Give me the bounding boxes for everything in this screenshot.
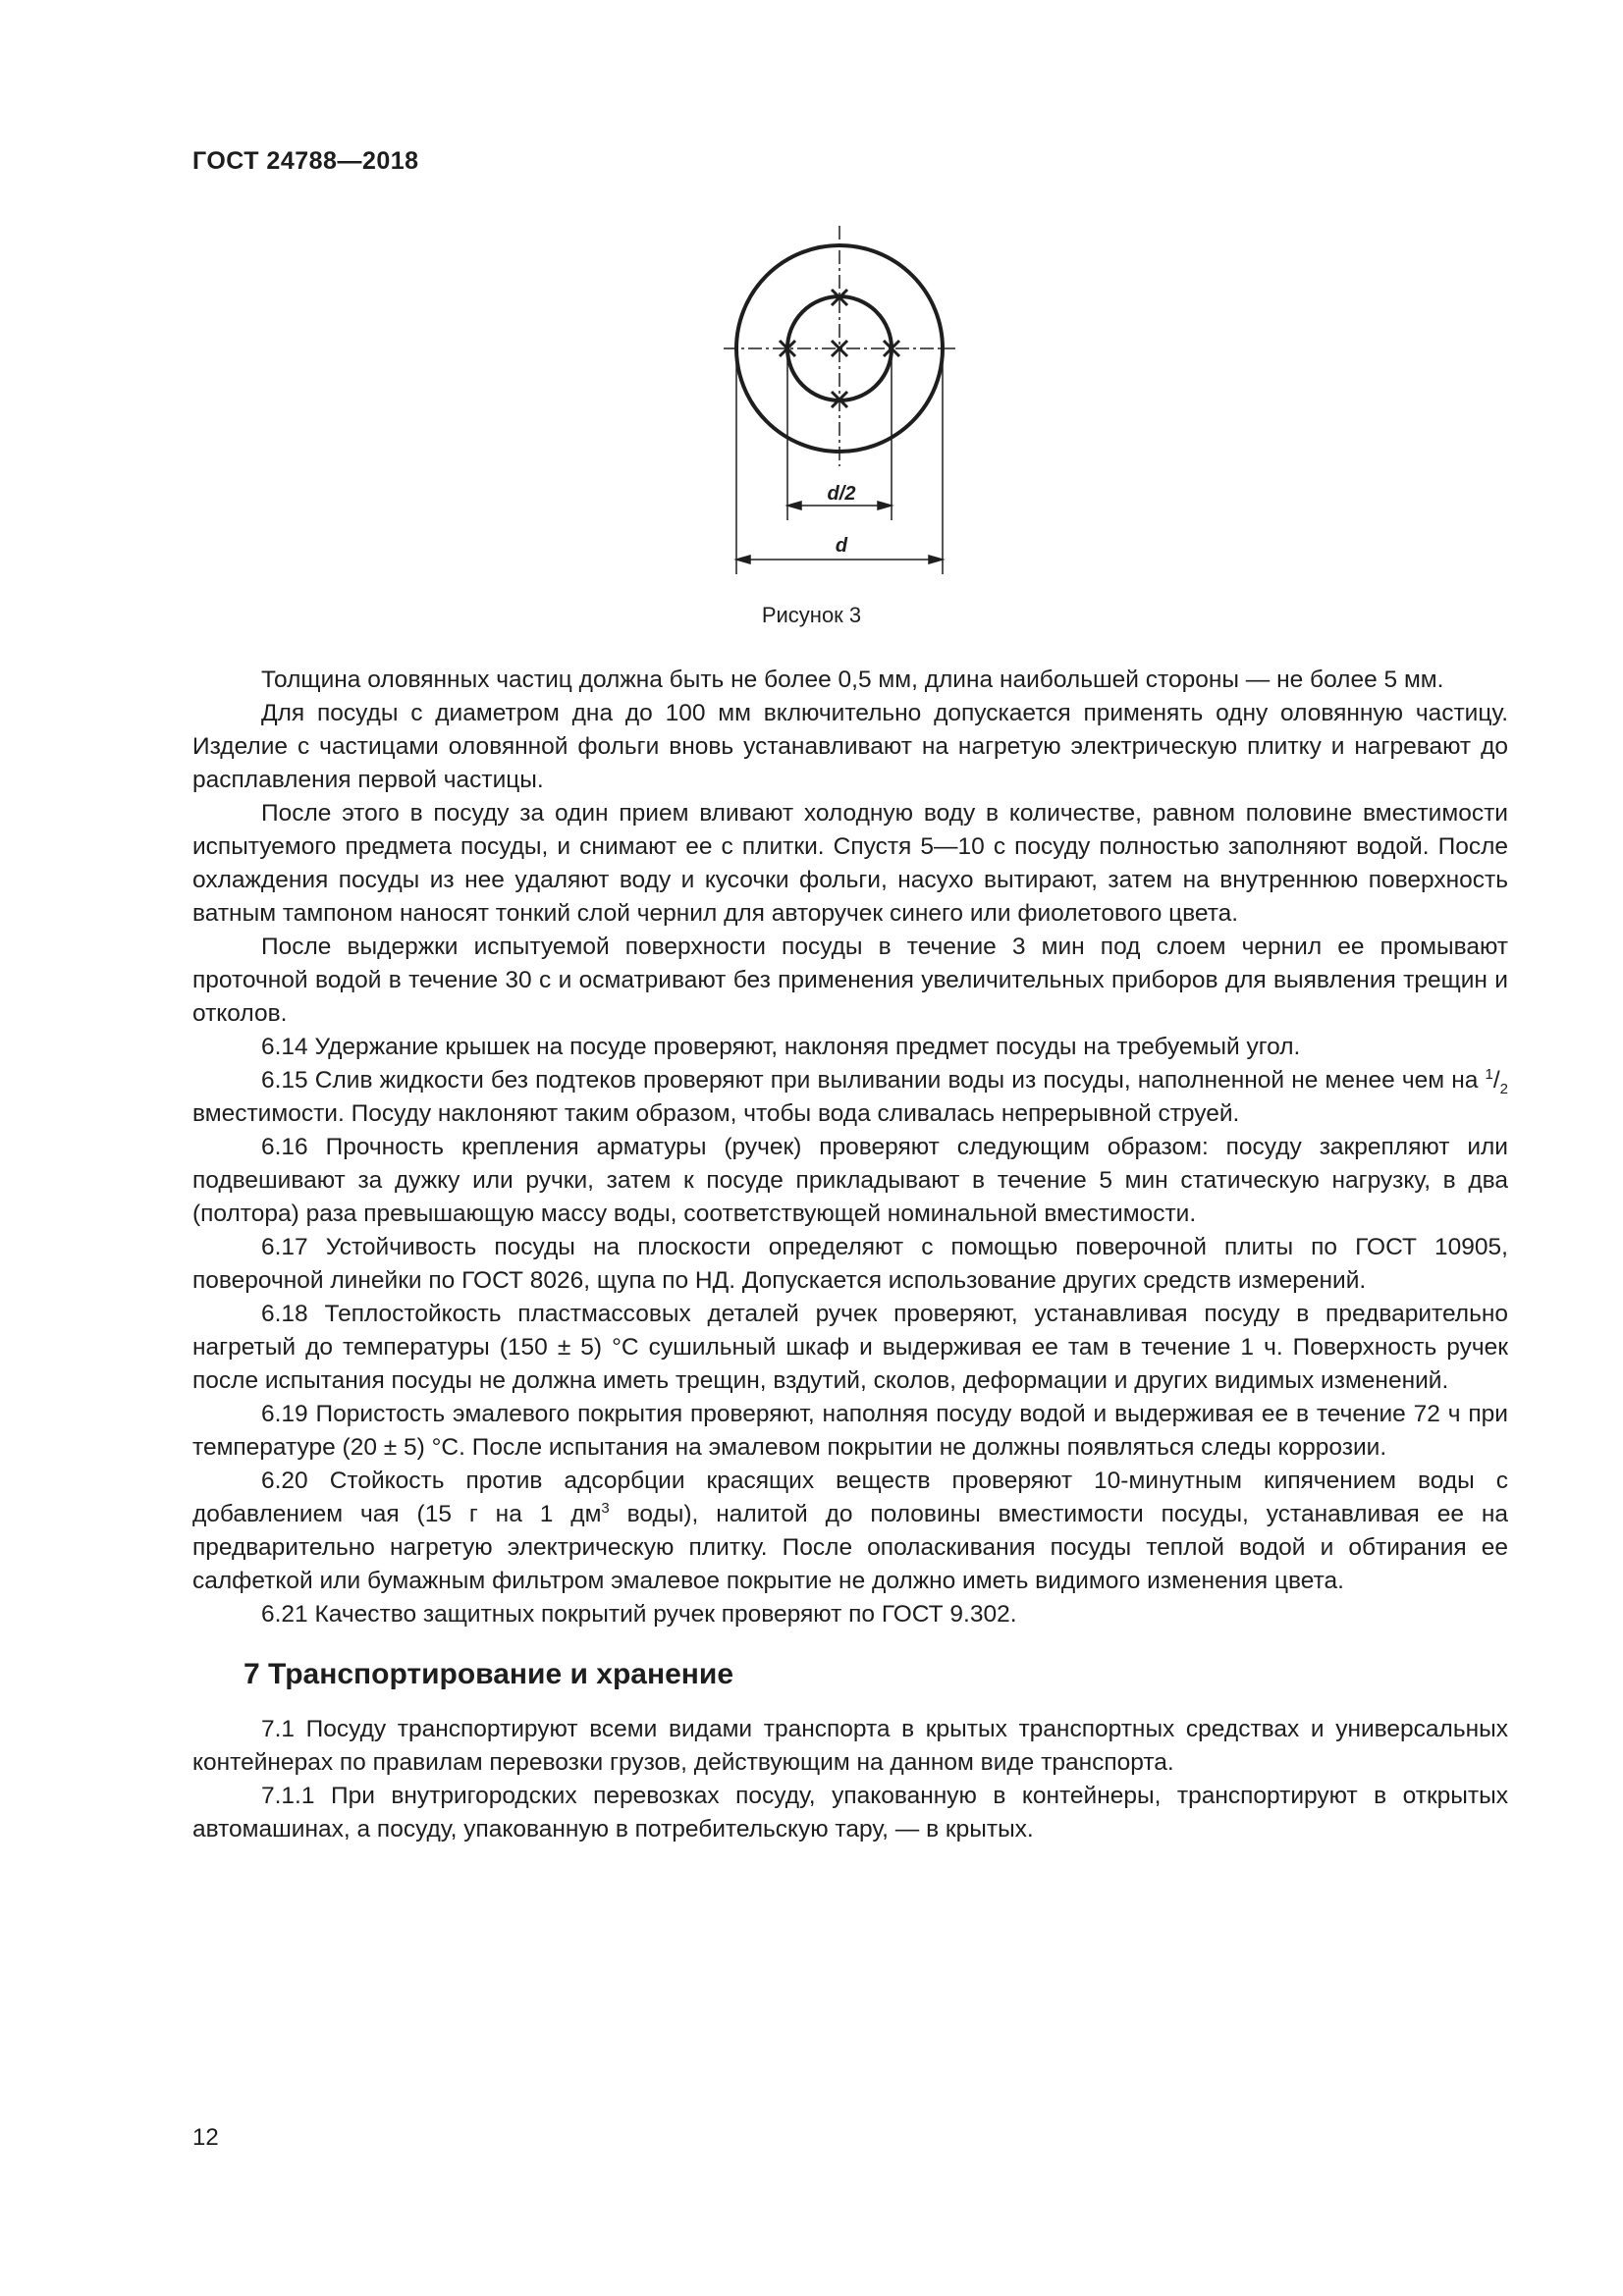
document-header: ГОСТ 24788—2018 bbox=[192, 147, 419, 175]
arrow-full-right bbox=[929, 556, 943, 563]
superscript-3: 3 bbox=[601, 1499, 610, 1517]
paragraph-cold-water: После этого в посуду за один прием вливают холодную воду в количестве, равном половине вместимости испытуемого предмета посуды, и снимают ее с плитки. Спустя 5—10 с посуду полностью заполняют водой. После охлаждения посуды из нее удаляют воду и кусочки фольги, насухо вытирают, затем на внутреннюю поверхность ватным тампоном наносят тонкий слой чернил для авторучек синего или фиолетового цвета. bbox=[192, 800, 1508, 927]
paragraph-tin-thickness: Толщина оловянных частиц должна быть не более 0,5 мм, длина наибольшей стороны — не более 5 мм. bbox=[261, 667, 1444, 693]
fraction-denominator: 2 bbox=[1499, 1080, 1508, 1097]
paragraph-small-diameter: Для посуды с диаметром дна до 100 мм включительно допускается применять одну оловянную частицу. Изделие с частицами оловянной фольги вновь устанавливают на нагретую электрическую плитку и нагревают до расплавления первой частицы. bbox=[192, 700, 1508, 793]
fraction-numerator: 1 bbox=[1485, 1065, 1493, 1083]
clause-6-19: 6.19 Пористость эмалевого покрытия проверяют, наполняя посуду водой и выдерживая ее в течение 72 ч при температуре (20 ± 5) °С. После испытания на эмалевом покрытии не должны появляться следы коррозии. bbox=[192, 1401, 1508, 1461]
section-7-heading: 7 Транспортирование и хранение bbox=[243, 1658, 734, 1690]
figure-3-diagram bbox=[722, 221, 972, 574]
fraction-slash: / bbox=[1492, 1067, 1500, 1094]
arrow-full-left bbox=[736, 556, 750, 563]
figure-caption: Рисунок 3 bbox=[761, 603, 862, 627]
clause-6-18: 6.18 Теплостойкость пластмассовых деталей ручек проверяют, устанавливая посуду в предварительно нагретый до температуры (150 ± 5) °С сушильный шкаф и выдерживая ее там в течение 1 ч. Поверхность ручек после испытания посуды не должна иметь трещин, вздутий, сколов, деформации и других видимых изменений. bbox=[192, 1301, 1508, 1394]
label-d-half: d/2 bbox=[827, 483, 856, 505]
clause-6-21: 6.21 Качество защитных покрытий ручек проверяют по ГОСТ 9.302. bbox=[261, 1601, 1017, 1628]
center-lines bbox=[724, 226, 955, 466]
clause-6-16: 6.16 Прочность крепления арматуры (ручек) проверяют следующим образом: посуду закрепляют или подвешивают за дужку или ручки, затем к посуде прикладывают в течение 5 мин статическую нагрузку, в два (полтора) раза превышающую массу воды, соответствующей номинальной вместимости. bbox=[192, 1134, 1508, 1227]
page-number: 12 bbox=[192, 2124, 219, 2151]
label-d: d bbox=[835, 535, 848, 557]
clause-6-20: 6.20 Стойкость против адсорбции красящих веществ проверяют 10-минутным кипячением воды с добавлением чая (15 г на 1 $дм^3$ воды), налитой до половины вместимости посуды, устанавливая ее на предварительно нагретую электрическую плитку. После ополаскивания посуды теплой водой и обтирания ее салфеткой или бумажным фильтром эмалевое покрытие не должно иметь видимого изменения цвета. bbox=[192, 1468, 1508, 1594]
clause-7-1: 7.1 Посуду транспортируют всеми видами транспорта в крытых транспортных средствах и универсальных контейнерах по правилам перевозки грузов, действующим на данном виде транспорта. bbox=[192, 1716, 1508, 1776]
body-text bbox=[192, 664, 1508, 1846]
clause-7-1-1: 7.1.1 При внутригородских перевозках посуду, упакованную в контейнеры, транспортируют в открытых автомашинах, а посуду, упакованную в потребительскую тару, — в крытых. bbox=[192, 1783, 1508, 1842]
arrow-half-right bbox=[878, 502, 892, 509]
clause-6-15: 6.15 Слив жидкости без подтеков проверяют при выливании воды из посуды, наполненной не менее чем на $^1/_2$ вместимости. Посуду наклоняют таким образом, чтобы вода сливалась непрерывной струей. bbox=[192, 1065, 1508, 1127]
paragraph-ink-exposure: После выдержки испытуемой поверхности посуды в течение 3 мин под слоем чернил ее промывают проточной водой в течение 30 с и осматривают без применения увеличительных приборов для выявления трещин и отколов. bbox=[192, 934, 1508, 1027]
arrow-half-left bbox=[787, 502, 801, 509]
clause-6-14: 6.14 Удержание крышек на посуде проверяют, наклоняя предмет посуды на требуемый угол. bbox=[261, 1034, 1301, 1060]
clause-6-17: 6.17 Устойчивость посуды на плоскости определяют с помощью поверочной плиты по ГОСТ 10905, поверочной линейки по ГОСТ 8026, щупа по НД. Допускается использование других средств измерений. bbox=[192, 1234, 1508, 1294]
